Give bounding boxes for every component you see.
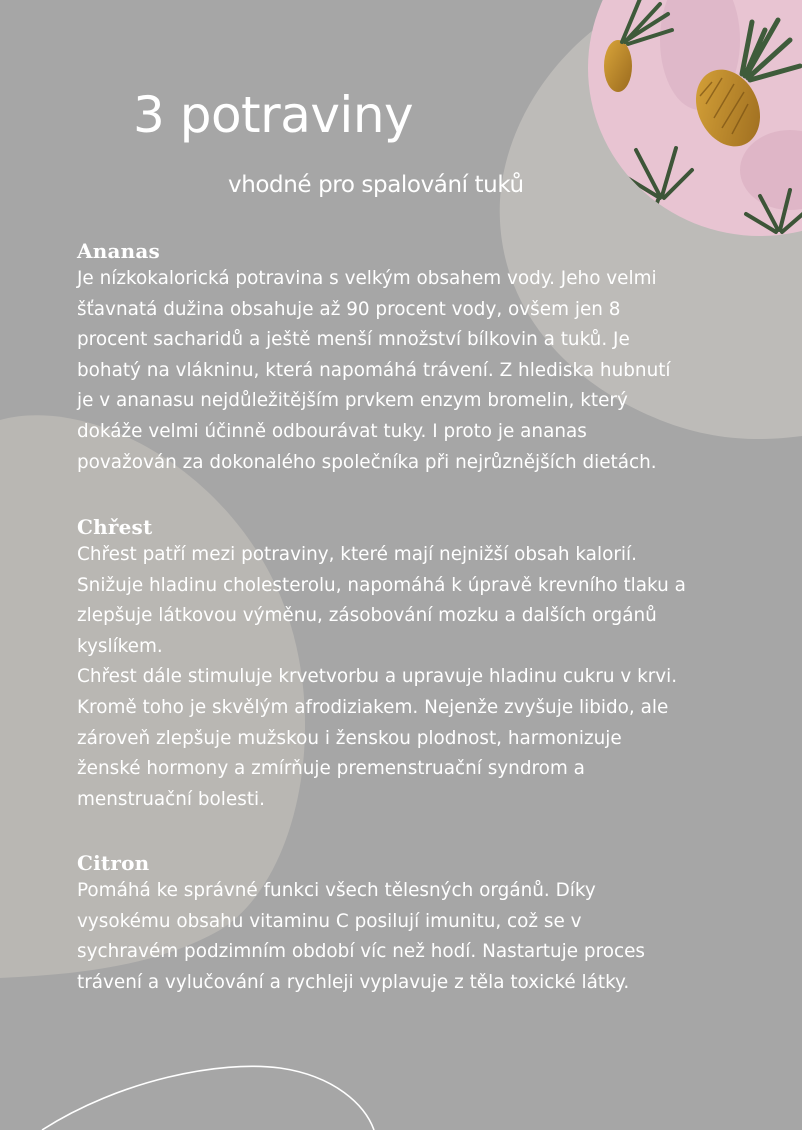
paragraph-line: vysokému obsahu vitaminu C posilují imunitu, což se v [77,910,582,932]
paragraph-line: procent sacharidů a ještě menší množství bílkovin a tuků. Je [77,329,630,351]
paragraph-line: Chřest patří mezi potraviny, které mají nejnižší obsah kalorií. [77,544,637,565]
decorative-curve [42,1066,374,1130]
section-chrest [77,514,767,815]
paragraph-line: považován za dokonalého společníka při nejrůznějších dietách. [77,451,657,473]
section-ananas [77,238,767,478]
paragraph-line: Je nízkokalorická potravina s velkým obsahem vody. Jeho velmi [77,268,657,289]
paragraph-line: Kromě toho je skvělým afrodiziakem. Nejenže zvyšuje libido, ale [77,696,669,718]
section-citron [77,850,767,998]
section-heading: Ananas [77,239,160,263]
paragraph-line: Pomáhá ke správné funkci všech tělesných orgánů. Díky [77,880,596,901]
section-heading: Chřest [77,515,153,539]
paragraph-line: Snižuje hladinu cholesterolu, napomáhá k úpravě krevního tlaku a [77,574,686,596]
paragraph-line: kyslíkem. [77,635,163,657]
paragraph-line: bohatý na vlákninu, která napomáhá trávení. Z hlediska hubnutí [77,359,671,381]
section-heading: Citron [77,851,150,875]
paragraph-line: dokáže velmi účinně odbourávat tuky. I proto je ananas [77,420,587,442]
paragraph-line: sychravém podzimním období víc než hodí. Nastartuje proces [77,941,645,963]
paragraph-line: Chřest dále stimuluje krvetvorbu a upravuje hladinu cukru v krvi. [77,666,678,688]
paragraph-line: šťavnatá dužina obsahuje až 90 procent vody, ovšem jen 8 [77,298,621,320]
paragraph-line: zlepšuje látkovou výměnu, zásobování mozku a dalších orgánů [77,605,657,627]
paragraph-line: je v ananasu nejdůležitějším prvkem enzym bromelin, který [77,390,628,412]
paragraph-line: zároveň zlepšuje mužskou i ženskou plodnost, harmonizuje [77,727,622,749]
page-title: 3 potraviny [133,86,414,144]
paragraph-line: menstruační bolesti. [77,788,265,810]
paragraph-line: ženské hormony a zmírňuje premenstruační syndrom a [77,758,585,780]
page-subtitle: vhodné pro spalování tuků [228,172,524,198]
paragraph-line: trávení a vylučování a rychleji vyplavuje z těla toxické látky. [77,971,630,993]
